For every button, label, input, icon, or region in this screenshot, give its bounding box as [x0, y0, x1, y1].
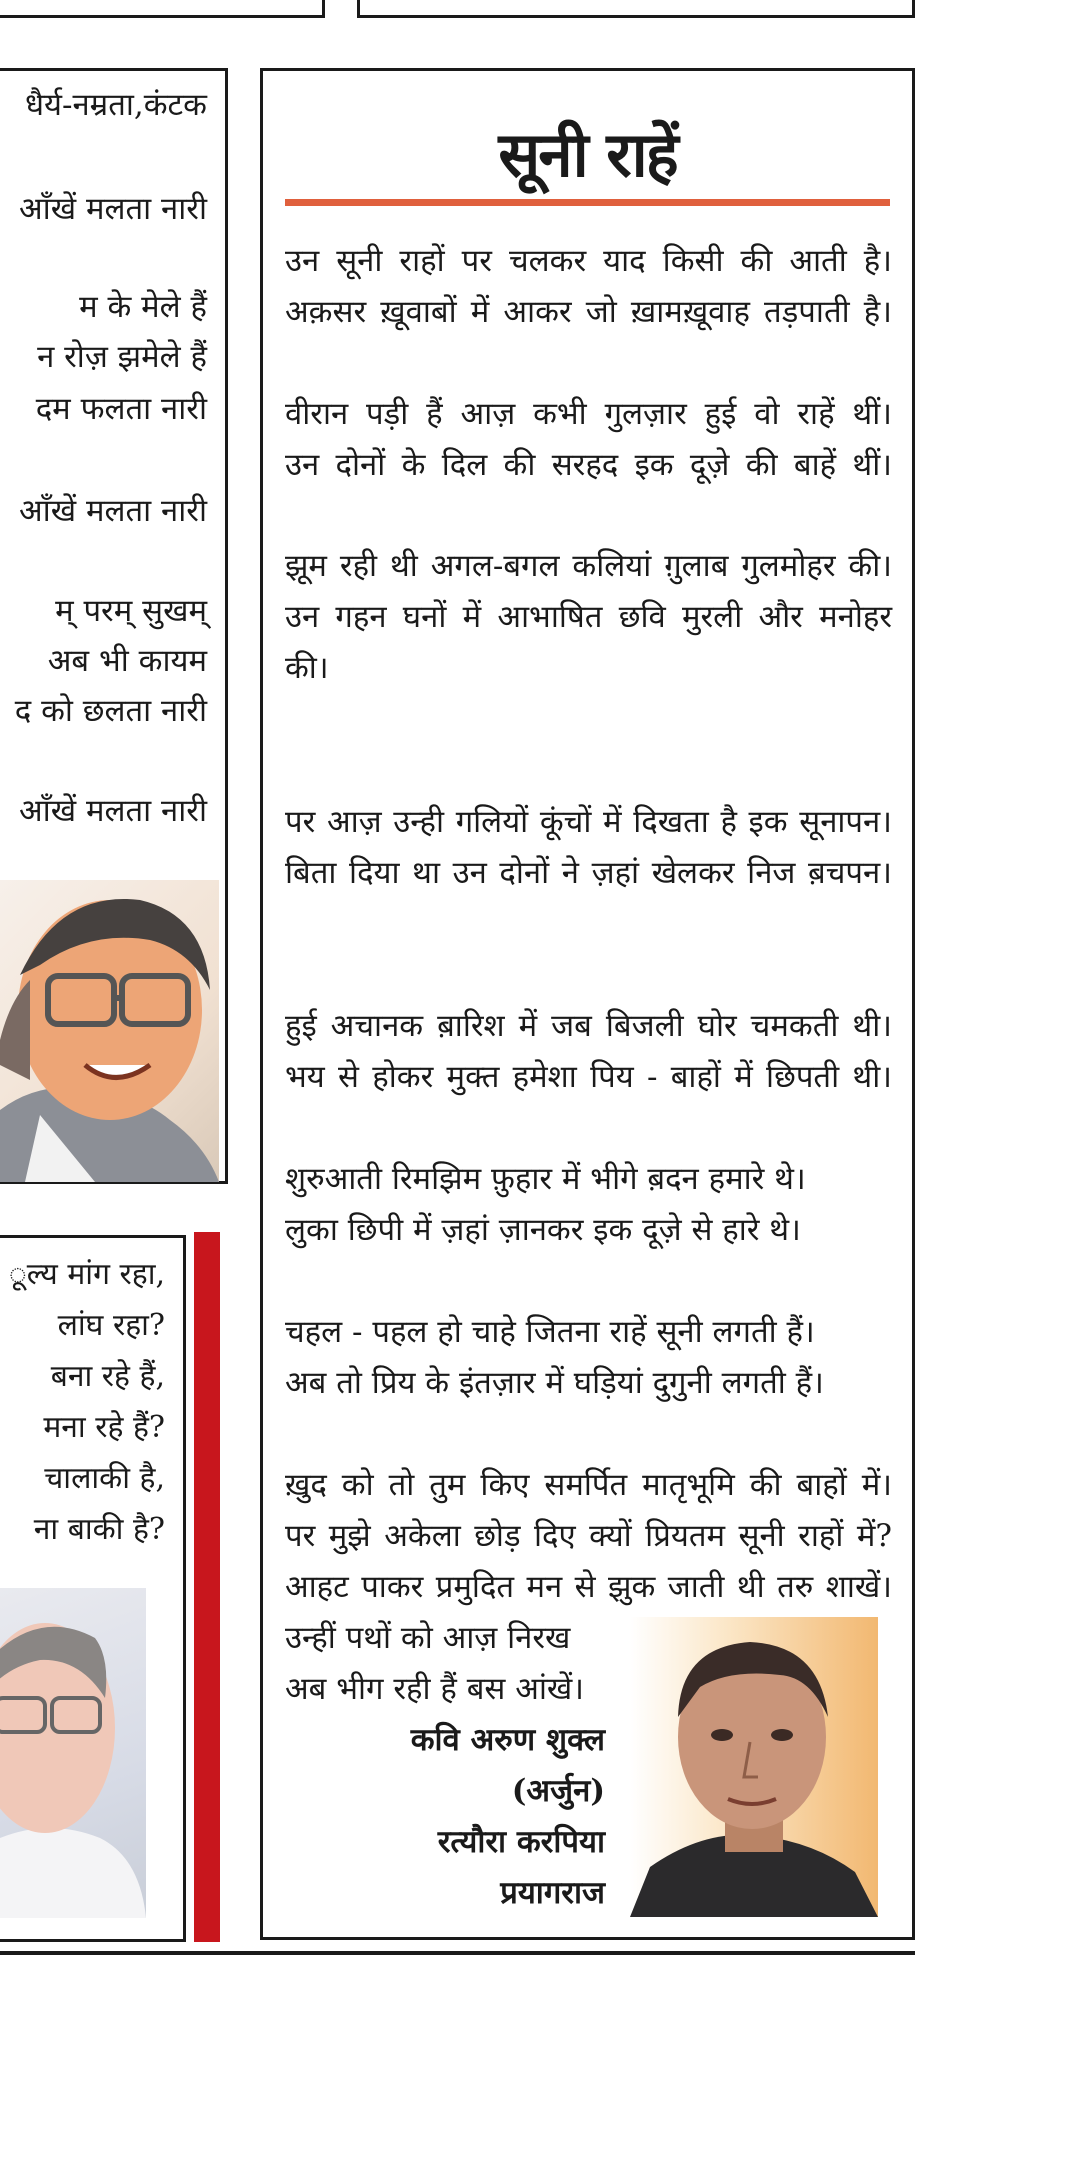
- left-lower-line: ना बाकी है?: [33, 1512, 165, 1547]
- poem-line: अब तो प्रिय के इंतज़ार में घड़ियां दुगुनी लगती हैं।: [285, 1365, 824, 1401]
- left-lower-line: लांघ रहा?: [57, 1308, 165, 1343]
- accent-bar: [194, 1232, 220, 1942]
- title-underline: [285, 199, 890, 206]
- poem-line: उन गहन घनों में आभाषित छवि मुरली और मनोहर की।: [285, 599, 892, 686]
- poem-line: उन सूनी राहों पर चलकर याद किसी की आती है।: [285, 243, 892, 279]
- author-name: कवि अरुण शुक्ल: [410, 1722, 605, 1758]
- poet-photo: [630, 1617, 878, 1917]
- contributor-photo: [0, 880, 219, 1182]
- left-poem-line: द को छलता नारी: [14, 693, 207, 729]
- poem-line: हुई अचानक ब़ारिश में जब बिजली घोर चमकती थी।: [285, 1008, 892, 1044]
- bottom-rule: [0, 1951, 915, 1955]
- left-poem-line: म् परम् सुखम्: [55, 593, 207, 629]
- poem-line: शुरुआती रिमझिम फ़ुहार में भीगे ब़दन हमारे थे।: [285, 1161, 806, 1197]
- stanza: [285, 389, 892, 491]
- left-poem-line: अब भी कायम: [47, 643, 207, 679]
- stanza: [285, 1154, 892, 1256]
- left-lower-line: ूल्य मांग रहा,: [8, 1257, 165, 1292]
- left-poem-line: आँखें मलता नारी: [19, 793, 207, 829]
- stanza: [285, 541, 892, 694]
- left-poem-line: आँखें मलता नारी: [19, 493, 207, 529]
- left-lower-line: चालाकी है,: [44, 1461, 165, 1496]
- stanza: [285, 797, 892, 899]
- poem-line: वीरान पड़ी हैं आज़ कभी गुलज़ार हुई वो राहें थीं।: [285, 396, 892, 432]
- poem-line: झूम रही थी अगल-बगल कलियां ग़ुलाब गुलमोहर की।: [285, 548, 892, 584]
- author-block: [285, 1715, 605, 1919]
- poem-line: पर आज़ उन्ही गलियों कूंचों में दिखता है इक सूनापन।: [285, 804, 892, 840]
- poem-line: अक़सर ख़ूवाबों में आकर जो ख़ामख़ूवाह तड़पाती है।: [285, 294, 892, 330]
- poem-line: अब भीग रही हैं बस आंखें।: [285, 1671, 585, 1707]
- author-alias: (अर्जुन): [511, 1773, 605, 1809]
- poem-line: बिता दिया था उन दोनों ने ज़हां खेलकर निज ब़चपन।: [285, 855, 892, 891]
- left-poem-line: न रोज़ झमेले हैं: [37, 339, 207, 375]
- poem-line: ख़ुद को तो तुम किए समर्पित मातृभूमि की बाहों में।: [285, 1467, 892, 1503]
- left-poem-line: आँखें मलता नारी: [19, 191, 207, 227]
- contributor-photo-2: [0, 1588, 146, 1918]
- poem-line: भय से होकर मुक्त हमेशा पिय - बाहों में छिपती थी।: [285, 1059, 892, 1095]
- poem-line: उन दोनों के दिल की सरहद इक दूजे़ की बाहें थीं।: [285, 447, 892, 483]
- poem-line: उन्हीं पथों को आज़ निरख: [285, 1620, 571, 1656]
- top-left-box: [0, 0, 325, 18]
- author-city: प्रयागराज: [500, 1875, 605, 1911]
- stanza: [285, 1307, 892, 1409]
- stanza: [285, 1001, 892, 1103]
- poem-line: पर मुझे अकेला छोड़ दिए क्यों प्रियतम सूनी राहों में?: [285, 1518, 892, 1554]
- article-title: सूनी राहें: [498, 118, 677, 191]
- poem-line: आहट पाकर प्रमुदित मन से झुक जाती थी तरु शाखें।: [285, 1569, 892, 1605]
- author-village: रत्यौरा करपिया: [437, 1824, 605, 1860]
- left-lower-line: बना रहे हैं,: [50, 1359, 165, 1394]
- poem-line: चहल - पहल हो चाहे जितना राहें सूनी लगती हैं।: [285, 1314, 815, 1350]
- stanza: [285, 236, 892, 338]
- left-poem-line: धैर्य-नम्रता,कंटक: [24, 87, 207, 123]
- top-right-box: [357, 0, 915, 18]
- left-lower-line: मना रहे हैं?: [43, 1410, 165, 1445]
- poem-line: लुका छिपी में ज़हां ज़ानकर इक दूजे़ से हारे थे।: [285, 1212, 801, 1248]
- left-poem-line: म के मेले हैं: [79, 289, 207, 325]
- left-poem-line: दम फलता नारी: [35, 391, 207, 427]
